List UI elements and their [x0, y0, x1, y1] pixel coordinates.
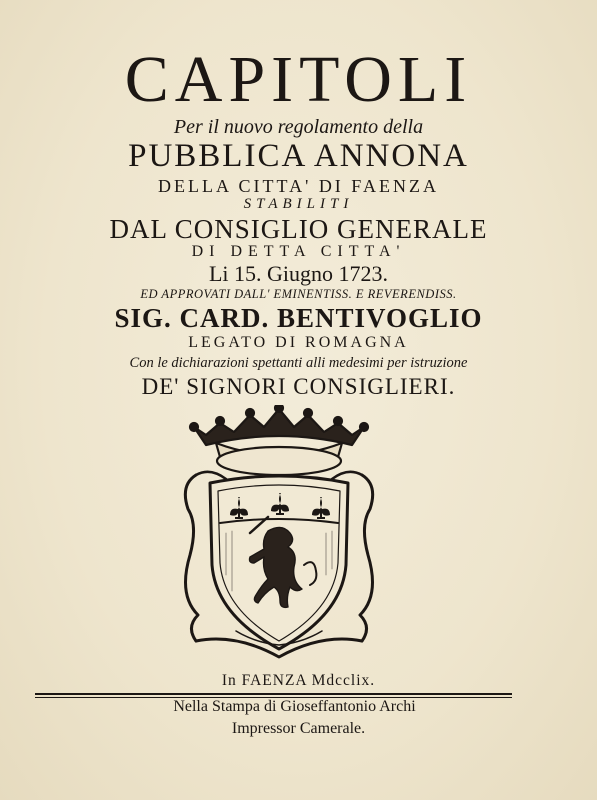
- right-scroll: [360, 475, 373, 641]
- councillors-line: DE' SIGNORI CONSIGLIERI.: [141, 374, 456, 399]
- main-title: CAPITOLI: [124, 43, 473, 116]
- coat-of-arms-icon: [176, 405, 382, 665]
- council-line: DAL CONSIGLIO GENERALE: [109, 214, 488, 244]
- divider-rule: [35, 693, 512, 695]
- city-line: DELLA CITTA' DI FAENZA: [158, 176, 439, 196]
- heading: PUBBLICA ANNONA: [128, 138, 469, 174]
- established-line: STABILITI: [243, 196, 354, 212]
- cardinal-line: SIG. CARD. BENTIVOGLIO: [114, 303, 483, 333]
- declarations-line: Con le dichiarazioni spettanti alli medesimi per istruzione: [129, 355, 468, 371]
- crown-points: [194, 409, 364, 445]
- date-line: Li 15. Giugno 1723.: [208, 261, 389, 286]
- press-line: Nella Stampa di Gioseffantonio Archi: [173, 698, 416, 715]
- imprint-place-year: In FAENZA Mdcclix.: [221, 672, 376, 689]
- subtitle-italic: Per il nuovo regolamento della: [173, 116, 424, 138]
- crown-rim: [217, 447, 341, 475]
- of-city-line: DI DETTA CITTA': [191, 243, 406, 260]
- printer-line: Impressor Camerale.: [231, 720, 366, 737]
- legate-line: LEGATO DI ROMAGNA: [188, 334, 409, 351]
- approved-line: ED APPROVATI DALL' EMINENTISS. E REVERENDISS.: [140, 287, 457, 301]
- left-scroll: [185, 475, 198, 641]
